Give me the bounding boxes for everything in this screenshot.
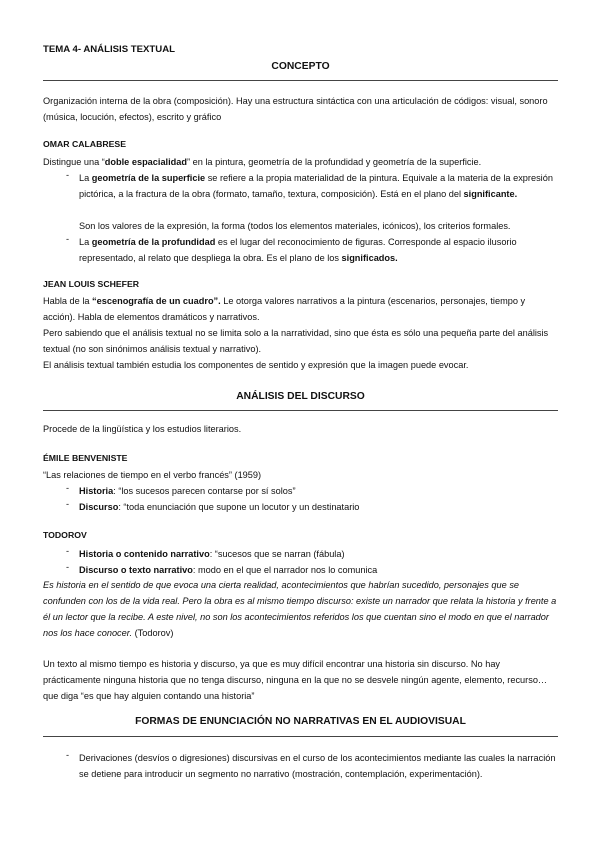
section-divider	[43, 410, 558, 411]
section-heading-discurso: ANÁLISIS DEL DISCURSO	[236, 391, 365, 402]
section-heading-concepto: CONCEPTO	[271, 61, 330, 72]
todorov-item-discurso: Discurso o texto narrativo: modo en el que el narrador nos lo comunica	[79, 565, 378, 575]
bullet-dash: -	[66, 170, 70, 180]
section-divider	[43, 80, 558, 81]
calabrese-item-superficie-note: Son los valores de la expresión, la forma (todos los elementos materiales, icónicos), los criterios formales.	[79, 221, 511, 231]
discurso-intro: Procede de la lingüística y los estudios literarios.	[43, 424, 242, 434]
bullet-dash: -	[66, 234, 70, 244]
bullet-dash: -	[66, 483, 70, 493]
schefer-paragraph-3: El análisis textual también estudia los componentes de sentido y expresión que la imagen puede evocar.	[43, 360, 469, 370]
todorov-quote: Es historia en el sentido de que evoca una cierta realidad, acontecimientos que habrían sucedido, personajes que se confunden con los de la vida real. Pero la obra es al mismo tiempo discurso: existe un narrador que relata la historia y frente a él un lector que la recibe. A este nivel, no son los acontecimientos referidos los que cuentan sino el modo en que el narrador nos los hace conocer. (Todorov)	[43, 580, 557, 638]
bullet-dash: -	[66, 546, 70, 556]
calabrese-item-superficie: La geometría de la superficie se refiere a la propia materialidad de la pintura. Equivale a la materia de la expresión pictórica, a la fractura de la obra (formato, tamaño, textura, composición). Está en el plano del significante.	[79, 173, 553, 199]
author-name-todorov: TODOROV	[43, 530, 87, 540]
section-heading-formas: FORMAS DE ENUNCIACIÓN NO NARRATIVAS EN EL AUDIOVISUAL	[135, 716, 466, 727]
schefer-paragraph-2: Pero sabiendo que el análisis textual no se limita solo a la narratividad, sino que ésta es sólo una pequeña parte del análisis textual (no son sinónimos análisis textual y narrativo).	[43, 328, 549, 354]
concepto-intro: Organización interna de la obra (composición). Hay una estructura sintáctica con una articulación de códigos: visual, sonoro (música, locución, efectos), escrito y gráfico	[43, 96, 548, 122]
schefer-intro: Habla de la “escenografía de un cuadro”. Le otorga valores narrativos a la pintura (escenarios, personajes, tiempo y acción). Habla de elementos dramáticos y narrativos.	[43, 296, 526, 322]
benveniste-item-historia: Historia: “los sucesos parecen contarse por sí solos”	[79, 486, 296, 496]
benveniste-work: “Las relaciones de tiempo en el verbo francés” (1959)	[43, 470, 262, 480]
benveniste-item-discurso: Discurso: “toda enunciación que supone un locutor y un destinatario	[79, 502, 360, 512]
todorov-item-historia: Historia o contenido narrativo: “sucesos que se narran (fábula)	[79, 549, 345, 559]
bullet-dash: -	[66, 499, 70, 509]
bullet-dash: -	[66, 562, 70, 572]
author-name-schefer: JEAN LOUIS SCHEFER	[43, 279, 140, 289]
formas-item-derivaciones: Derivaciones (desvíos o digresiones) discursivas en el curso de los acontecimientos mediante las cuales la narración se detiene para introducir un segmento no narrativo (mostración, contemplación, experimentación).	[79, 753, 556, 779]
historia-discurso-paragraph: Un texto al mismo tiempo es historia y discurso, ya que es muy difícil encontrar una historia sin discurso. No hay prácticamente ninguna historia que no tenga discurso, ninguna en la que no se desvele ningún agente, elemento, recurso… que diga “es que hay alguien contando una historia”	[43, 659, 548, 701]
section-divider	[43, 736, 558, 737]
bullet-dash: -	[66, 750, 70, 760]
document-title: TEMA 4- ANÁLISIS TEXTUAL	[43, 44, 176, 55]
calabrese-item-profundidad: La geometría de la profundidad es el lugar del reconocimiento de figuras. Corresponde al espacio ilusorio representado, al relato que despliega la obra. Es el plano de los significados.	[79, 237, 517, 263]
calabrese-intro: Distingue una “doble espacialidad” en la pintura, geometría de la profundidad y geometría de la superficie.	[43, 157, 482, 167]
author-name-calabrese: OMAR CALABRESE	[43, 139, 127, 149]
author-name-benveniste: ÉMILE BENVENISTE	[43, 453, 128, 463]
